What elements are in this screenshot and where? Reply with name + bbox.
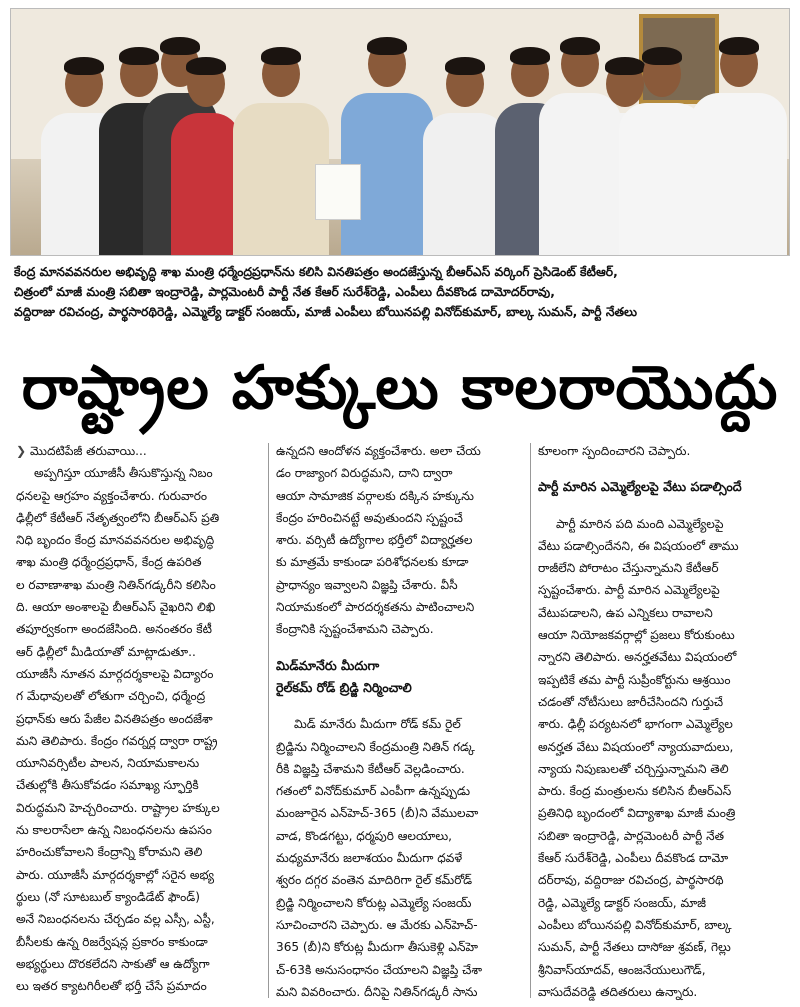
article-line: ల రవాణాశాఖ మంత్రి నితిన్‌గడ్కరీని కలిసిం	[16, 577, 216, 592]
spacer	[276, 699, 524, 713]
caption-line: కేంద్ర మానవవనరుల అభివృద్ధి శాఖ మంత్రి ధర్మేంద్రప్రధాన్‌ను కలిసి వినతిపత్రం అందజేస్తున్న బీఆర్‌ఎస్‌ వర్కింగ్‌ ప్రెసిడెంట్‌ కేటీఆర్‌,	[14, 265, 618, 279]
article-line: ను కాలరాసేలా ఉన్న నిబంధనలను ఉపసం	[16, 823, 212, 838]
article-line: అప్పగిస్తూ యూజీసీ తీసుకొస్తున్న నిబం	[34, 466, 213, 481]
chevron-right-icon: ❯	[16, 444, 27, 458]
continuation-lead	[16, 440, 261, 462]
article-line: రీకి విజ్ఞప్తి చేశామని కేటీఆర్‌ వెల్లడించారు.	[276, 761, 465, 776]
caption-line: వద్దిరాజు రవిచంద్ర, పార్థసారథిరెడ్డి, ఎమ్మెల్యే డాక్టర్‌ సంజయ్‌, మాజీ ఎంపీలు బోయినపల్లి వినోద్‌కుమార్‌, బాల్క సుమన్‌, పార్టీ నేతలు	[14, 305, 638, 319]
article-line: శారు. వర్సిటీ ఉద్యోగాల భర్తీలో విద్యార్హతల	[276, 533, 473, 548]
article-line: సూచించారని చెప్పారు. ఆ మేరకు ఎన్‌హెచ్‌-	[276, 917, 478, 932]
headline: రాష్ట్రాల హక్కులు కాలరాయొద్దు	[21, 353, 779, 423]
article-line: మని వివరించారు. దీనిపై నితిన్‌గడ్కరీ సాను	[276, 984, 478, 999]
article-line: చ్‌-63కి అనుసంధానం చేయాలని విజ్ఞప్తి చేశా	[276, 962, 483, 977]
article-line: ఆయా సామాజిక వర్గాలకు దక్కిన హక్కును	[276, 488, 474, 503]
article-line: కేఆర్‌ సురేశ్‌రెడ్డి, ఎంపీలు దీవకొండ దామో	[538, 851, 729, 866]
person-hair	[719, 37, 759, 55]
article-line: బ్రిడ్జి నిర్మించాలని కోరుట్ల ఎమ్మెల్యే సంజయ్‌	[276, 895, 472, 910]
column-2-lines-a	[276, 440, 524, 641]
person-figure	[233, 45, 329, 255]
article-line: కు మాత్రమే కాకుండా పరిశోధనలకు కూడా	[276, 555, 469, 570]
column-2-lines-b	[276, 713, 524, 1003]
article-line: పారు. యూజీసీ మార్గదర్శకాల్లో సరైన అభ్య	[16, 867, 215, 882]
article-line: మధ్యమానేరు జలాశయం మీదుగా ధవళే	[276, 851, 463, 866]
article-line: పారు. కేంద్ర మంత్రులను కలిసిన బీఆర్‌ఎస్‌	[538, 784, 732, 799]
group-photo	[10, 8, 790, 256]
article-line: అభ్యర్థులు దొరకలేదని సాకుతో ఆ ఉద్యోగా	[16, 956, 210, 971]
article-line: హరించుకోవాలని కేంద్రాన్ని కోరామని తెలి	[16, 845, 203, 860]
person-hair	[367, 37, 407, 55]
article-line: ఇప్పటికే తమ పార్టీ సుప్రీంకోర్టును ఆశ్రయిం	[538, 672, 731, 687]
article-line: ఎంపీలు బోయినపల్లి వినోద్‌కుమార్‌, బాల్క	[538, 917, 732, 932]
caption-line: చిత్రంలో మాజీ మంత్రి సబితా ఇంద్రారెడ్డి, పార్లమెంటరీ పార్టీ నేత కేఆర్‌ సురేశ్‌రెడ్డి, ఎంపీలు దీవకొండ దామోదర్‌రావు,	[14, 285, 555, 299]
article-line: ప్రతినిధి బృందంలో విద్యాశాఖ మాజీ మంత్రి	[538, 806, 736, 821]
article-line: ధనలపై ఆగ్రహం వ్యక్తంచేశారు. గురువారం	[16, 488, 208, 503]
article-line: వేటు పడాల్సిందేనని, ఈ విషయంలో తాము	[538, 538, 739, 553]
article-line: అనే నిబంధనలను చేర్చడం వల్ల ఎస్సీ, ఎస్టీ,	[16, 912, 215, 927]
article-line: 365 (బీ)ని కోరుట్ల మీదుగా తీసుకెళ్లి ఎన్‌హె	[276, 940, 478, 955]
article-line: శాఖ మంత్రి ధర్మేంద్రప్రధాన్‌, కేంద్ర ఉపరిత	[16, 555, 202, 570]
article-line: గతంలో వినోద్‌కుమార్‌ ఎంపీగా ఉన్నప్పుడు	[276, 784, 471, 799]
person-figure	[341, 35, 433, 255]
article-line: లు ఇతర క్యాటగిరీలతో భర్తీ చేసే ప్రమాదం	[16, 979, 207, 994]
article-line: వేటుపడాలని, ఉప ఎన్నికలు రావాలని	[538, 605, 713, 620]
article-line: చడంతో నోటీసులు జారీచేసిందని గుర్తుచే	[538, 694, 724, 709]
person-torso	[171, 113, 241, 255]
article-line: పార్టీ మారిన పది మంది ఎమ్మెల్యేలపై	[556, 516, 724, 531]
article-line: సబితా ఇంద్రారెడ్డి, పార్లమెంటరీ పార్టీ నేత	[538, 828, 725, 843]
article-line: శ్వరం దగ్గర వంతెన మాదిరిగా రైల్‌ కమ్‌రోడ్‌	[276, 873, 473, 888]
article-line: ఆర్‌ ఢిల్లీలో మీడియాతో మాట్లాడుతూ..	[16, 644, 196, 659]
article-line: బ్రిడ్జిను నిర్మించాలని కేంద్రమంత్రి నితిన్‌ గడ్క	[276, 739, 475, 754]
column-divider	[530, 443, 531, 998]
article-line: మంజూరైన ఎన్‌హెచ్‌-365 (బీ)ని వేములవా	[276, 806, 479, 821]
article-line: ఢిల్లీలో కేటీఆర్‌ నేతృత్వంలోని బీఆర్‌ఎస్‌ ప్రతి	[16, 510, 220, 525]
article-line: దర్‌రావు, వద్దిరాజు రవిచంద్ర, పార్థసారథి	[538, 873, 724, 888]
article-column-3	[538, 440, 786, 1003]
article-line: కూలంగా స్పందించారని చెప్పారు.	[538, 444, 691, 458]
article-line: డం రాజ్యాంగ విరుద్ధమని, దాని ద్వారా	[276, 466, 453, 481]
article-line: మిడ్‌ మానేరు మీదుగా రోడ్‌ కమ్‌ రైల్‌	[294, 717, 461, 732]
article-line: న్యాయ నిపుణులతో చర్చిస్తున్నామని తెలి	[538, 761, 729, 776]
article-line: కేంద్రానికి స్పష్టంచేశామని చెప్పారు.	[276, 622, 434, 637]
person-hair	[642, 47, 682, 65]
article-line: అనర్హత వేటు విషయంలో న్యాయవాదులు,	[538, 739, 734, 754]
article-line: బీసీలకు ఉన్న రిజర్వేషన్ల ప్రకారం కాకుండా	[16, 934, 208, 949]
article-line: యూనివర్సిటీల పాలన, నియామకాలను	[16, 756, 200, 771]
article-line: నిధి బృందం కేంద్ర మానవవనరుల అభివృద్ధి	[16, 533, 215, 548]
article-line: నియామకంలో పారదర్శకతను పాటించాలని	[276, 600, 475, 615]
petition-letter	[315, 164, 361, 220]
person-hair	[560, 37, 600, 55]
article-line: న్నారని తెలిపారు. అనర్హతవేటు విషయంలో	[538, 650, 737, 665]
spacer	[538, 499, 786, 513]
article-line: విరుద్ధమని హెచ్చరించారు. రాష్ట్రాల హక్కుల	[16, 800, 220, 815]
article-line: ప్రధాన్‌కు ఆరు పేజీల వినతిపత్రం అందజేశా	[16, 711, 213, 726]
column-3-lines-b	[538, 513, 786, 1004]
article-line: కేంద్రం హరించినట్టే అవుతుందని స్పష్టంచే	[276, 510, 463, 525]
person-figure	[171, 55, 241, 255]
article-line: ర్థులు (నో సూటబుల్‌ క్యాండిడేట్‌ ఫౌండ్‌)	[16, 889, 200, 904]
article-column-2	[276, 440, 524, 1003]
article-line: ప్రాధాన్యం ఇవ్వాలని విజ్ఞప్తి చేశారు. వీసీ	[276, 577, 458, 592]
column-1-lines	[16, 462, 261, 997]
person-hair	[64, 57, 104, 75]
person-hair	[186, 57, 226, 75]
person-hair	[261, 47, 301, 65]
article-line: శారు. ఢిల్లీ పర్యటనలో భాగంగా ఎమ్మెల్యేల	[538, 717, 733, 732]
article-column-1	[16, 440, 261, 997]
article-line: రాజీలేని పోరాటం చేస్తున్నామని కేటీఆర్‌	[538, 561, 719, 576]
article-line: వాడ, కొండగట్టు, ధర్మపురి ఆలయాలు,	[276, 828, 453, 843]
article-line: గ మేధావులతో లోతుగా చర్చించి, ధర్మేంద్ర	[16, 689, 206, 704]
subheading: రైల్‌కమ్‌ రోడ్‌ బ్రిడ్జి నిర్మించాలి	[276, 679, 412, 695]
article-line: యూజీసీ నూతన మార్గదర్శకాలపై విద్యారం	[16, 666, 214, 681]
article-line: స్పష్టంచేశారు. పార్టీ మారిన ఎమ్మెల్యేలపై	[538, 583, 720, 598]
article-line: వాసుదేవరెడ్డి తదితరులు ఉన్నారు.	[538, 984, 698, 999]
subheading: పార్టీ మారిన ఎమ్మెల్యేలపై వేటు పడాల్సిందే	[538, 479, 742, 495]
article-line: రెడ్డి, ఎమ్మెల్యే డాక్టర్‌ సంజయ్‌, మాజీ	[538, 895, 706, 910]
person-hair	[445, 57, 485, 75]
subheading: మిడ్‌మానేరు మీదుగా	[276, 657, 380, 673]
person-torso	[691, 93, 787, 255]
article-line: సుమన్‌, పార్టీ నేతలు దాసోజు శ్రవణ్‌, గెల్లు	[538, 940, 731, 955]
spacer	[276, 641, 524, 655]
article-line: శ్రీనివాస్‌యాదవ్‌, ఆంజనేయులుగౌడ్‌,	[538, 962, 706, 977]
article-line: తపూర్వకంగా అందజేసింది. అనంతరం కేటీ	[16, 622, 212, 637]
column-3-lines-a	[538, 440, 786, 462]
article-line: మని తెలిపారు. కేంద్రం గవర్నర్ల ద్వారా రాష్ట్ర	[16, 733, 218, 748]
article-line: చేతుల్లోకి తీసుకోవడం సమాఖ్య స్ఫూర్తికి	[16, 778, 199, 793]
person-hair	[160, 37, 200, 55]
photo-caption	[14, 262, 786, 322]
person-figure	[691, 35, 787, 255]
column-divider	[268, 443, 269, 998]
article-line: ఉన్నదని ఆందోళన వ్యక్తంచేశారు. అలా చేయ	[276, 444, 481, 458]
article-line: ది. ఆయా అంశాలపై బీఆర్‌ఎస్‌ వైఖరిని లిఖి	[16, 600, 216, 615]
article-line: ఆయా నియోజకవర్గాల్లో ప్రజలు కోరుకుంటు	[538, 628, 735, 643]
spacer	[538, 462, 786, 476]
lead-text: మొదటిపేజీ తరువాయి...	[30, 444, 147, 458]
